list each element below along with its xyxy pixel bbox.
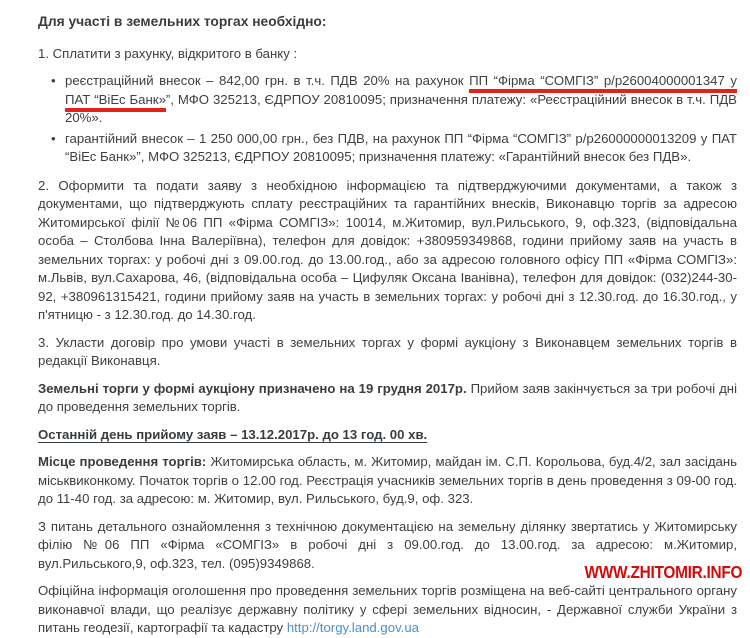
- official-info-text: Офіційна інформація оголошення про проведення земельних торгів розміщена на веб-сайті центрального органу виконавчої влади, що реалізує державну політику у сфері земельних відносин, - Державної служби України з питань геодезії, картографії та кадастру: [38, 583, 737, 635]
- auction-date-paragraph: [38, 380, 737, 417]
- documentation-info-paragraph: З питань детального ознайомлення з технічною документацією на земельну ділянку звертатись у Житомирську філію №06 ПП «Фірма «СОМГІЗ» в робочі дні з 09.00.год. до 13.00.год. за адресою: м.Житомир, вул.Рильського,9, оф.323, тел. (095)9349868.: [38, 518, 737, 571]
- official-info-paragraph: [38, 582, 737, 638]
- step-1-text: 1. Сплатити з рахунку, відкритого в банку :: [38, 45, 298, 61]
- bullet-icon: •: [51, 73, 56, 88]
- registration-fee-text: реєстраційний внесок – 842,00 грн. в т.ч. ПДВ 20% на рахунок: [65, 73, 470, 88]
- step-2-text: 2. Оформити та подати заяву з необхідною інформацією та підтверджуючими документами, а також з документами, що підтверджують сплату реєстраційних та гарантійних внесків, Виконавцю торгів за адресою Житомирської філії №06 ПП «Фірма СОМГІЗ»: 10014, м.Житомир, вул.Рильського, 9, оф.323, (відповідальна особа – Столбова Інна Валеріївна), телефон для довідок: +380959349868, години прийому заяв на участь в земельних торгах: у робочі дні з 09.00.год. до 13.00.год., або за адресою головного офісу ПП «Фірма СОМГІЗ»: м.Львів, вул.Сахарова, 46, (відповідальна особа – Цифуляк Оксана Іванівна), телефон для довідок: (032)244-30-92, +380961315421, години прийому заяв на участь в земельних торгах: у робочі дні з 12.30.год. до 16.30.год., у п'ятницю - з 12.30.год. до 14.30.год.: [38, 177, 737, 322]
- registration-fee-item: [51, 72, 737, 128]
- bullet-icon: •: [51, 130, 56, 146]
- red-underline-annotation: ПП “Фірма “СОМГІЗ” р/р26004000001347 у ПАТ “ВіЕс Банк»: [65, 73, 737, 112]
- venue-label: Місце проведення торгів:: [38, 454, 207, 469]
- auction-date-bold: Земельні торги у формі аукціону призначено на 19 грудня 2017р.: [38, 380, 467, 396]
- registration-fee-text-continued: ”, МФО 325213, ЄДРПОУ 20810095; призначення платежу: «Реєстраційний внесок в т.ч. ПДВ 20%».: [65, 91, 737, 125]
- venue-text: Житомирська область, м. Житомир, майдан ім. С.П. Корольова, буд.4/2, зал засідань міськвиконкому. Початок торгів о 12.00 год. Реєстрація учасників земельних торгів в день проведення з 09-00 год. до 11-40 год. за адресою: м. Житомир, вул. Рильського, буд.9, оф. 323.: [38, 454, 738, 506]
- torgy-land-gov-ua-link[interactable]: http://torgy.land.gov.ua: [286, 620, 420, 635]
- auction-date-rest: Прийом заяв закінчується за три робочі дні до проведення земельних торгів.: [38, 380, 737, 414]
- document-heading: Для участі в земельних торгах необхідно:: [38, 14, 327, 29]
- step-3-text: 3. Укласти договір про умови участі в земельних торгах у формі аукціону з Виконавцем земельних торгів в редакції Виконавця.: [38, 334, 737, 368]
- site-watermark: WWW.ZHITOMIR.INFO: [584, 561, 742, 582]
- deadline-text: Останній день прийому заяв – 13.12.2017р. до 13 год. 00 хв.: [38, 426, 428, 442]
- guarantee-fee-item: [51, 130, 737, 167]
- guarantee-fee-text: гарантійний внесок – 1 250 000,00 грн., без ПДВ, на рахунок ПП “Фірма “СОМГІЗ” р/р26000000013209 у ПАТ “ВіЕс Банк»”, МФО 325213, ЄДРПОУ 20810095; призначення платежу: «Гарантійний внесок без ПДВ».: [65, 130, 737, 164]
- venue-paragraph: [38, 453, 737, 509]
- payment-list: [38, 72, 737, 167]
- deadline-paragraph: [38, 426, 737, 445]
